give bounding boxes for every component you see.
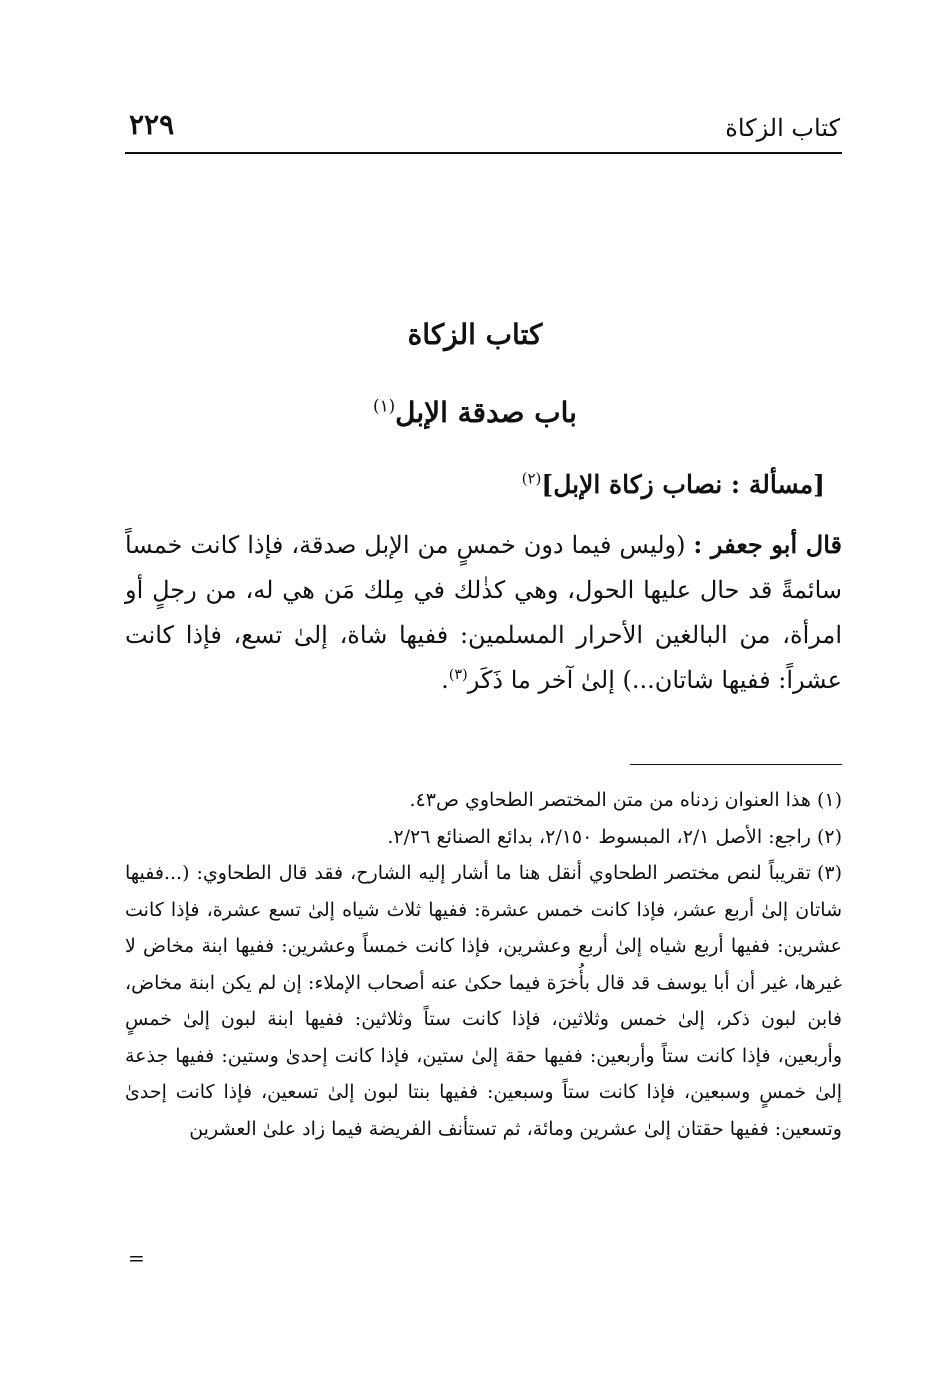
footnote-number: (٣) <box>816 862 842 884</box>
running-header-title: كتاب الزكاة <box>725 114 840 142</box>
footnote-2 <box>125 819 842 856</box>
speaker-name: قال أبو جعفر : <box>693 530 842 559</box>
issue-footnote-ref: (٢) <box>521 469 542 488</box>
footnote-text: تقريباً لنص مختصر الطحاوي أنقل هنا ما أشار إليه الشارح، فقد قال الطحاوي: (...ففيها شاتان إلىٰ أربع عشر، فإذا كانت خمس عشرة: ففيها ثلاث شياه إلىٰ تسع عشرة، فإذا كانت عشرين: ففيها أربع شياه إلىٰ أربع وعشرين، فإذا كانت خمساً وعشرين: ففيها ابنة مخاض لا غيرها، غير أن أبا يوسف قد قال بأُخرَة فيما حكىٰ عنه أصحاب الإملاء: إن لم يكن ابنة مخاض، فابن لبون ذكر، إلىٰ خمس وثلاثين، فإذا كانت ستاً وثلاثين: ففيها ابنة لبون إلىٰ خمسٍ وأربعين، فإذا كانت ستاً وأربعين: ففيها حقة إلىٰ ستين، فإذا كانت إحدىٰ وستين: ففيها جذعة إلىٰ خمسٍ وسبعين، فإذا كانت ستاً وسبعين: ففيها بنتا لبون إلىٰ تسعين، فإذا كانت إحدىٰ وتسعين: ففيها حقتان إلىٰ عشرين ومائة، ثم تستأنف الفريضة فيما زاد علىٰ العشرين <box>125 862 842 1140</box>
chapter-footnote-ref: (١) <box>373 395 396 416</box>
chapter-title <box>0 396 950 429</box>
issue-title <box>522 470 825 499</box>
running-header <box>125 108 842 154</box>
footnote-text: راجع: الأصل ٢/١، المبسوط ٢/١٥٠، بدائع الصنائع ٢/٢٦. <box>387 825 811 848</box>
footnote-text: هذا العنوان زدناه من متن المختصر الطحاوي ص٤٣. <box>409 789 811 811</box>
footnote-1 <box>125 782 842 819</box>
continuation-mark: = <box>128 1246 145 1270</box>
footnotes-section <box>125 782 842 1147</box>
footnote-divider <box>630 764 842 765</box>
chapter-title-text: باب صدقة الإبل <box>395 396 577 429</box>
issue-title-text: [مسألة : نصاب زكاة الإبل] <box>541 470 825 499</box>
footnote-number: (١) <box>816 789 842 811</box>
book-title: كتاب الزكاة <box>407 318 543 351</box>
page-number: ٢٢٩ <box>129 108 175 141</box>
footnote-number: (٢) <box>816 825 842 848</box>
main-footnote-ref: (٣) <box>448 667 468 683</box>
main-paragraph <box>125 522 842 703</box>
paragraph-end-mark: . <box>441 666 449 694</box>
footnote-3 <box>125 855 842 1147</box>
quoted-text: (وليس فيما دون خمسٍ من الإبل صدقة، فإذا كانت خمساً سائمةً قد حال عليها الحول، وهي كذٰلك في مِلك مَن هي له، من رجلٍ أو امرأة، من البالغين الأحرار المسلمين: ففيها شاة، إلىٰ تسع، فإذا كانت عشراً: ففيها شاتان...) إلىٰ آخر ما ذَكَر <box>125 531 843 694</box>
